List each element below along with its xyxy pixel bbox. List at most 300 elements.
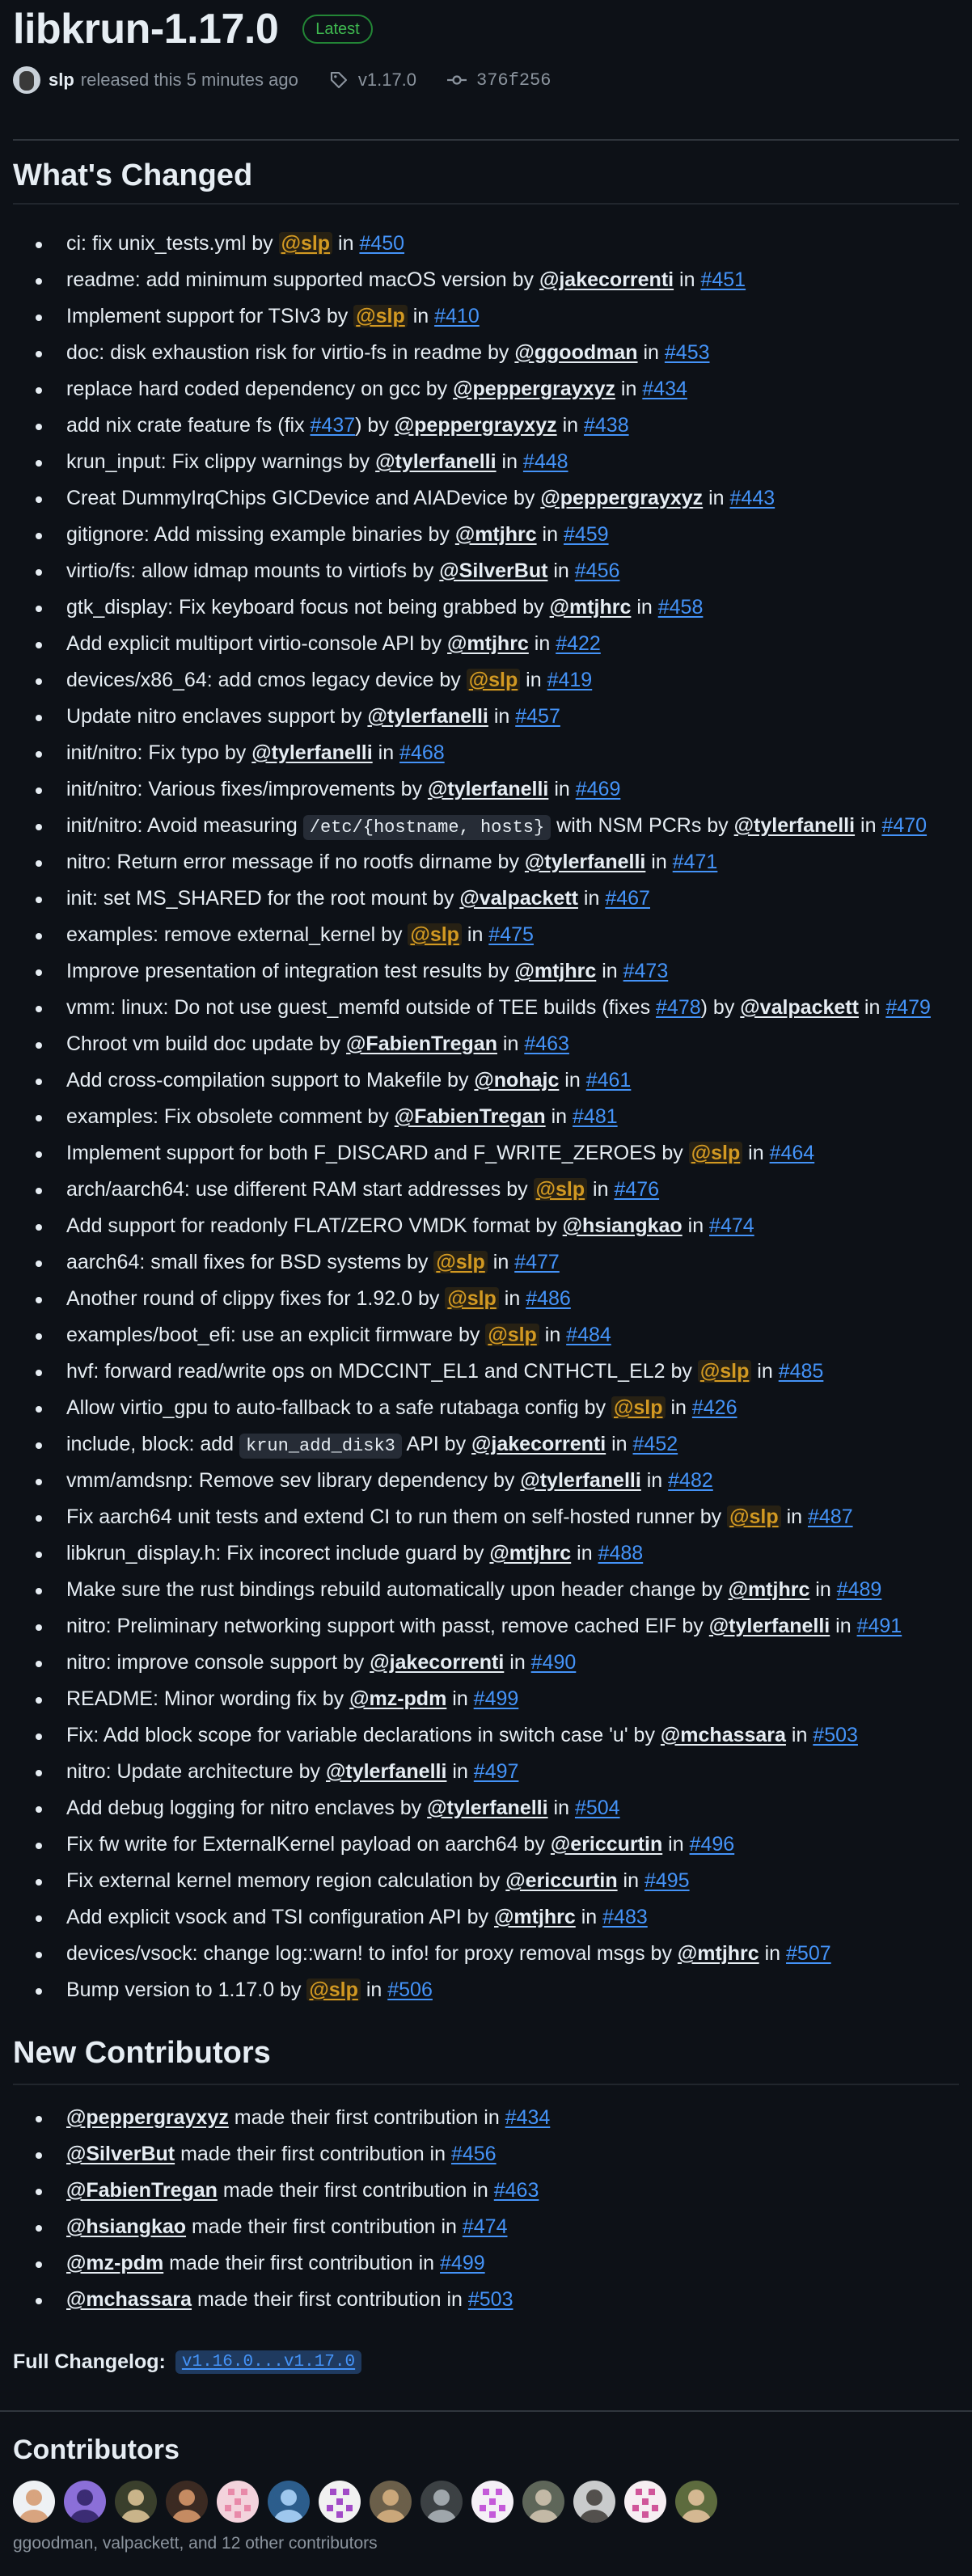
user-mention-link[interactable]: @slp xyxy=(433,1251,488,1273)
list-item xyxy=(66,335,959,371)
list-item xyxy=(66,2136,959,2173)
list-item xyxy=(66,1608,959,1645)
contributor-avatar-identicon[interactable] xyxy=(319,2481,361,2523)
user-mention-link[interactable]: @tylerfanelli xyxy=(251,741,373,764)
contributor-avatar-avatar-photo[interactable] xyxy=(64,2481,106,2523)
list-item xyxy=(66,1499,959,1535)
pull-request-link[interactable]: #491 xyxy=(856,1615,902,1637)
contributor-avatars xyxy=(13,2481,959,2523)
user-mention-link[interactable]: @slp xyxy=(727,1505,781,1528)
list-item xyxy=(66,1717,959,1754)
list-item xyxy=(66,1790,959,1826)
author-avatar[interactable] xyxy=(13,66,40,94)
item-text: in xyxy=(662,1833,690,1856)
user-mention-link[interactable]: @slp xyxy=(698,1360,752,1383)
user-mention-link[interactable]: @peppergrayxyz xyxy=(394,414,557,437)
list-item xyxy=(66,662,959,699)
item-text: krun_input: Fix clippy warnings by xyxy=(66,450,376,473)
commit-sha: 376f256 xyxy=(476,70,552,91)
pull-request-link[interactable]: #504 xyxy=(574,1797,620,1819)
item-text: include, block: add xyxy=(66,1433,240,1455)
user-mention-link[interactable]: @mtjhrc xyxy=(514,960,597,982)
pull-request-link[interactable]: #485 xyxy=(778,1360,824,1383)
list-item xyxy=(66,226,959,262)
user-mention-link[interactable]: @valpackett xyxy=(740,996,859,1019)
list-item xyxy=(66,1135,959,1172)
contributor-avatar-avatar-photo[interactable] xyxy=(268,2481,310,2523)
list-item xyxy=(66,626,959,662)
item-text: in xyxy=(606,1433,633,1455)
pull-request-link[interactable]: #467 xyxy=(605,887,650,910)
list-item xyxy=(66,1535,959,1572)
item-text: Implement support for both F_DISCARD and F_WRITE_ZEROES by xyxy=(66,1142,689,1164)
list-item xyxy=(66,2173,959,2209)
pull-request-link[interactable]: #490 xyxy=(530,1651,577,1674)
user-mention-link[interactable]: @tylerfanelli xyxy=(524,851,646,873)
new-contributors-list xyxy=(13,2100,959,2318)
item-text: in xyxy=(640,1469,669,1492)
item-text: devices/vsock: change log::warn! to info! for proxy removal msgs by xyxy=(66,1942,678,1965)
item-text: in xyxy=(858,996,886,1019)
item-text: init/nitro: Avoid measuring xyxy=(66,814,303,837)
pull-request-link[interactable]: #469 xyxy=(575,778,621,800)
contributor-avatar-avatar-photo[interactable] xyxy=(166,2481,208,2523)
pull-request-link[interactable]: #482 xyxy=(668,1469,713,1492)
list-item xyxy=(66,990,959,1026)
list-item xyxy=(66,2209,959,2245)
list-item xyxy=(66,771,959,808)
list-item xyxy=(66,808,959,844)
contributor-avatar-avatar-photo[interactable] xyxy=(13,2481,55,2523)
list-item xyxy=(66,880,959,917)
pull-request-link[interactable]: #503 xyxy=(813,1724,858,1746)
pull-request-link[interactable]: #463 xyxy=(493,2179,539,2202)
item-text: Add support for readonly FLAT/ZERO VMDK format by xyxy=(66,1214,563,1237)
commit-icon xyxy=(447,70,467,90)
pull-request-link[interactable]: #468 xyxy=(399,741,445,764)
item-text: in xyxy=(461,923,489,946)
pull-request-link[interactable]: #495 xyxy=(644,1869,690,1892)
user-mention-link[interactable]: @peppergrayxyz xyxy=(66,2106,229,2129)
pull-request-link[interactable]: #479 xyxy=(885,996,931,1019)
item-text: made their first contribution in xyxy=(175,2143,451,2165)
item-text: arch/aarch64: use different RAM start addresses by xyxy=(66,1178,534,1201)
pull-request-link[interactable]: #459 xyxy=(563,523,609,546)
item-text: in xyxy=(830,1615,857,1637)
pull-request-link[interactable]: #410 xyxy=(434,305,480,327)
user-mention-link[interactable]: @ericcurtin xyxy=(550,1833,663,1856)
user-mention-link[interactable]: @tylerfanelli xyxy=(733,814,856,837)
list-item xyxy=(66,1972,959,2008)
item-text: in xyxy=(559,1069,586,1092)
item-text: in xyxy=(497,1033,525,1055)
user-mention-link[interactable]: @slp xyxy=(611,1396,666,1419)
whats-changed-heading-wrap xyxy=(13,141,959,205)
pull-request-link[interactable]: #456 xyxy=(574,560,620,582)
whats-changed-heading: What's Changed xyxy=(13,158,253,192)
list-item xyxy=(66,1208,959,1244)
full-changelog xyxy=(13,2346,959,2378)
list-item xyxy=(66,953,959,990)
item-text: aarch64: small fixes for BSD systems by xyxy=(66,1251,434,1273)
user-mention-link[interactable]: @mz-pdm xyxy=(66,2252,164,2274)
user-mention-link[interactable]: @slp xyxy=(467,669,521,691)
item-text: Fix aarch64 unit tests and extend CI to run them on self-hosted runner by xyxy=(66,1505,728,1528)
item-text: in xyxy=(615,378,643,400)
item-text: virtio/fs: allow idmap mounts to virtiofs by xyxy=(66,560,440,582)
contributor-avatar-avatar-photo[interactable] xyxy=(522,2481,564,2523)
pull-request-link[interactable]: #483 xyxy=(602,1906,648,1928)
item-text: gitignore: Add missing example binaries by xyxy=(66,523,455,546)
pull-request-link[interactable]: #474 xyxy=(462,2215,508,2238)
pull-request-link[interactable]: #422 xyxy=(556,632,601,655)
user-mention-link[interactable]: @FabienTregan xyxy=(66,2179,218,2202)
item-text: vmm: linux: Do not use guest_memfd outside of TEE builds (fixes xyxy=(66,996,657,1019)
pull-request-link[interactable]: #506 xyxy=(387,1978,433,2001)
item-text: init/nitro: Fix typo by xyxy=(66,741,252,764)
release-title[interactable]: libkrun-1.17.0 xyxy=(13,6,279,53)
user-mention-link[interactable]: @mtjhrc xyxy=(447,632,529,655)
item-text: in xyxy=(596,960,623,982)
user-mention-link[interactable]: @FabienTregan xyxy=(394,1105,546,1128)
list-item xyxy=(66,262,959,298)
pull-request-link[interactable]: #507 xyxy=(786,1942,831,1965)
item-text: vmm/amdsnp: Remove sev library dependency by xyxy=(66,1469,521,1492)
list-item xyxy=(66,589,959,626)
tag-icon xyxy=(329,70,349,90)
user-mention-link[interactable]: @mchassara xyxy=(66,2288,192,2311)
item-text: nitro: improve console support by xyxy=(66,1651,370,1674)
item-text: Allow virtio_gpu to auto-fallback to a safe rutabaga config by xyxy=(66,1396,612,1419)
user-mention-link[interactable]: @slp xyxy=(689,1142,743,1164)
item-text: in xyxy=(759,1942,787,1965)
item-text: ci: fix unix_tests.yml by xyxy=(66,232,279,255)
user-mention-link[interactable]: @tylerfanelli xyxy=(427,778,549,800)
user-mention-link[interactable]: @ggoodman xyxy=(514,341,638,364)
pull-request-link[interactable]: #499 xyxy=(473,1687,519,1710)
pull-request-link[interactable]: #474 xyxy=(709,1214,754,1237)
item-text: in xyxy=(545,1105,573,1128)
list-item xyxy=(66,1390,959,1426)
item-text: in xyxy=(577,887,606,910)
item-text: ) by xyxy=(355,414,395,437)
pull-request-link[interactable]: #476 xyxy=(614,1178,660,1201)
item-text: in xyxy=(575,1906,603,1928)
item-text: in xyxy=(631,596,658,619)
user-mention-link[interactable]: @SilverBut xyxy=(66,2143,175,2165)
pull-request-link[interactable]: #419 xyxy=(547,669,593,691)
pull-request-link[interactable]: #488 xyxy=(598,1542,644,1565)
list-item xyxy=(66,408,959,444)
item-text: Another round of clippy fixes for 1.92.0 by xyxy=(66,1287,446,1310)
user-mention-link[interactable]: @mtjhrc xyxy=(454,523,537,546)
list-item xyxy=(66,298,959,335)
list-item xyxy=(66,1863,959,1899)
pull-request-link[interactable]: #486 xyxy=(526,1287,571,1310)
user-mention-link[interactable]: @ericcurtin xyxy=(505,1869,618,1892)
item-text: nitro: Update architecture by xyxy=(66,1760,326,1783)
item-text: made their first contribution in xyxy=(228,2106,505,2129)
item-text: in xyxy=(528,632,556,655)
user-mention-link[interactable]: @slp xyxy=(534,1178,588,1201)
contributor-avatar-avatar-photo[interactable] xyxy=(370,2481,412,2523)
item-text: in xyxy=(703,487,730,509)
item-text: in xyxy=(617,1869,644,1892)
user-mention-link[interactable]: @hsiangkao xyxy=(562,1214,683,1237)
contributor-avatar-identicon[interactable] xyxy=(624,2481,666,2523)
item-text: init: set MS_SHARED for the root mount by xyxy=(66,887,460,910)
user-mention-link[interactable]: @jakecorrenti xyxy=(370,1651,505,1674)
item-text: in xyxy=(332,232,360,255)
pull-request-link[interactable]: #458 xyxy=(657,596,704,619)
pull-request-link[interactable]: #471 xyxy=(672,851,718,873)
user-mention-link[interactable]: @jakecorrenti xyxy=(471,1433,606,1455)
pull-request-link[interactable]: #496 xyxy=(689,1833,735,1856)
item-text: Fix fw write for ExternalKernel payload on aarch64 by xyxy=(66,1833,551,1856)
pull-request-link[interactable]: #473 xyxy=(623,960,669,982)
list-item xyxy=(66,1754,959,1790)
pull-request-link[interactable]: #475 xyxy=(488,923,534,946)
user-mention-link[interactable]: @mtjhrc xyxy=(489,1542,572,1565)
list-item xyxy=(66,1099,959,1135)
user-mention-link[interactable]: @mchassara xyxy=(660,1724,786,1746)
new-contributors-heading: New Contributors xyxy=(13,2036,271,2070)
item-text: doc: disk exhaustion risk for virtio-fs in readme by xyxy=(66,341,515,364)
user-mention-link[interactable]: @slp xyxy=(485,1324,539,1346)
pull-request-link[interactable]: #499 xyxy=(440,2252,485,2274)
list-item xyxy=(66,1281,959,1317)
pull-request-link[interactable]: #457 xyxy=(515,705,560,728)
release-meta xyxy=(13,61,959,99)
item-text: in xyxy=(587,1178,615,1201)
item-text: Fix: Add block scope for variable declarations in switch case 'u' by xyxy=(66,1724,661,1746)
user-mention-link[interactable]: @slp xyxy=(306,1978,361,2001)
list-item xyxy=(66,1353,959,1390)
pull-request-link[interactable]: #450 xyxy=(359,232,405,255)
item-text: in xyxy=(571,1542,598,1565)
item-text: in xyxy=(539,1324,567,1346)
item-text: nitro: Return error message if no rootfs dirname by xyxy=(66,851,525,873)
user-mention-link[interactable]: @mtjhrc xyxy=(549,596,632,619)
list-item xyxy=(66,480,959,517)
pull-request-link[interactable]: #464 xyxy=(769,1142,815,1164)
contributor-avatar-avatar-photo[interactable] xyxy=(675,2481,717,2523)
item-text: in xyxy=(645,851,673,873)
user-mention-link[interactable]: @slp xyxy=(408,923,462,946)
pull-request-link[interactable]: #478 xyxy=(656,996,701,1019)
latest-badge: Latest xyxy=(302,15,372,44)
item-text: API by xyxy=(401,1433,472,1455)
item-text: in xyxy=(785,1724,814,1746)
item-text: README: Minor wording fix by xyxy=(66,1687,350,1710)
user-mention-link[interactable]: @peppergrayxyz xyxy=(540,487,704,509)
item-text: Fix external kernel memory region calculation by xyxy=(66,1869,506,1892)
user-mention-link[interactable]: @slp xyxy=(353,305,408,327)
contributor-avatar-avatar-photo[interactable] xyxy=(420,2481,463,2523)
item-text: in xyxy=(742,1142,770,1164)
item-text: in xyxy=(496,450,523,473)
pull-request-link[interactable]: #481 xyxy=(573,1105,618,1128)
user-mention-link[interactable]: @peppergrayxyz xyxy=(453,378,615,400)
user-mention-link[interactable]: @tylerfanelli xyxy=(427,1797,548,1819)
user-mention-link[interactable]: @mtjhrc xyxy=(677,1942,759,1965)
user-mention-link[interactable]: @slp xyxy=(445,1287,499,1310)
list-item xyxy=(66,1062,959,1099)
user-mention-link[interactable]: @slp xyxy=(279,232,333,255)
user-mention-link[interactable]: @tylerfanelli xyxy=(326,1760,447,1783)
item-text: Update nitro enclaves support by xyxy=(66,705,368,728)
item-text: gtk_display: Fix keyboard focus not being grabbed by xyxy=(66,596,550,619)
item-text: made their first contribution in xyxy=(192,2288,468,2311)
item-text: in xyxy=(446,1760,474,1783)
item-text: Add debug logging for nitro enclaves by xyxy=(66,1797,428,1819)
contributor-avatar-identicon[interactable] xyxy=(471,2481,513,2523)
item-text: in xyxy=(504,1651,531,1674)
user-mention-link[interactable]: @nohajc xyxy=(474,1069,560,1092)
item-text: in xyxy=(547,560,575,582)
user-mention-link[interactable]: @mtjhrc xyxy=(728,1578,810,1601)
tag-link[interactable] xyxy=(329,70,416,91)
item-text: in xyxy=(682,1214,710,1237)
item-text: examples/boot_efi: use an explicit firmware by xyxy=(66,1324,486,1346)
item-text: in xyxy=(520,669,547,691)
whats-changed-list xyxy=(13,226,959,2008)
pull-request-link[interactable]: #426 xyxy=(691,1396,737,1419)
user-mention-link[interactable]: @tylerfanelli xyxy=(375,450,497,473)
list-item xyxy=(66,2282,959,2318)
item-text: in xyxy=(488,705,516,728)
contributor-avatar-avatar-photo[interactable] xyxy=(115,2481,157,2523)
pull-request-link[interactable]: #437 xyxy=(310,414,356,437)
tag-label: v1.17.0 xyxy=(357,70,417,90)
item-text: in xyxy=(674,268,701,291)
full-changelog-link[interactable]: v1.16.0...v1.17.0 xyxy=(175,2350,361,2374)
item-text: Creat DummyIrqChips GICDevice and AIADevice by xyxy=(66,487,541,509)
item-text: in xyxy=(498,1287,526,1310)
list-item xyxy=(66,1681,959,1717)
user-mention-link[interactable]: @SilverBut xyxy=(439,560,548,582)
contributors-section xyxy=(0,2412,972,2553)
list-item xyxy=(66,1572,959,1608)
item-text: Implement support for TSIv3 by xyxy=(66,305,354,327)
full-changelog-label: Full Changelog: xyxy=(13,2350,166,2373)
list-item xyxy=(66,517,959,553)
item-text: hvf: forward read/write ops on MDCCINT_EL1 and CNTHCTL_EL2 by xyxy=(66,1360,698,1383)
list-item xyxy=(66,1645,959,1681)
pull-request-link[interactable]: #497 xyxy=(473,1760,519,1783)
inline-code: krun_add_disk3 xyxy=(239,1434,402,1459)
item-text: Improve presentation of integration test results by xyxy=(66,960,515,982)
pull-request-link[interactable]: #461 xyxy=(585,1069,632,1092)
user-mention-link[interactable]: @tylerfanelli xyxy=(367,705,488,728)
pull-request-link[interactable]: #451 xyxy=(700,268,746,291)
item-text: in xyxy=(556,414,584,437)
item-text: in xyxy=(372,741,400,764)
list-item xyxy=(66,1317,959,1353)
contributors-summary: ggoodman, valpackett, and 12 other contributors xyxy=(13,2534,378,2553)
item-text: in xyxy=(407,305,435,327)
user-mention-link[interactable]: @valpackett xyxy=(459,887,578,910)
item-text: made their first contribution in xyxy=(163,2252,441,2274)
commit-link[interactable] xyxy=(447,70,551,91)
item-text: in xyxy=(548,778,576,800)
item-text: libkrun_display.h: Fix incorect include guard by xyxy=(66,1542,490,1565)
item-text: in xyxy=(809,1578,837,1601)
pull-request-link[interactable]: #434 xyxy=(642,378,687,400)
pull-request-link[interactable]: #477 xyxy=(514,1251,560,1273)
item-text: in xyxy=(536,523,564,546)
item-text: replace hard coded dependency on gcc by xyxy=(66,378,454,400)
release-header xyxy=(13,0,959,61)
item-text: in xyxy=(487,1251,515,1273)
pull-request-link[interactable]: #443 xyxy=(729,487,775,509)
contributor-avatar-avatar-photo[interactable] xyxy=(573,2481,615,2523)
pull-request-link[interactable]: #484 xyxy=(566,1324,611,1346)
user-mention-link[interactable]: @FabienTregan xyxy=(346,1033,497,1055)
pull-request-link[interactable]: #434 xyxy=(505,2106,551,2129)
item-text: in xyxy=(780,1505,808,1528)
pull-request-link[interactable]: #489 xyxy=(836,1578,882,1601)
contributor-avatar-identicon[interactable] xyxy=(217,2481,259,2523)
list-item xyxy=(66,1463,959,1499)
item-text: examples: remove external_kernel by xyxy=(66,923,408,946)
pull-request-link[interactable]: #487 xyxy=(807,1505,853,1528)
list-item xyxy=(66,444,959,480)
item-text: Add explicit vsock and TSI configuration API by xyxy=(66,1906,494,1928)
pull-request-link[interactable]: #438 xyxy=(583,414,629,437)
pull-request-link[interactable]: #463 xyxy=(524,1033,569,1055)
list-item xyxy=(66,1899,959,1936)
released-text: released this 5 minutes ago xyxy=(80,70,298,90)
pull-request-link[interactable]: #456 xyxy=(450,2143,497,2165)
item-text: devices/x86_64: add cmos legacy device by xyxy=(66,669,467,691)
list-item xyxy=(66,2100,959,2136)
item-text: in xyxy=(446,1687,474,1710)
pull-request-link[interactable]: #470 xyxy=(881,814,928,837)
item-text: in xyxy=(637,341,665,364)
pull-request-link[interactable]: #503 xyxy=(467,2288,513,2311)
item-text: Add explicit multiport virtio-console API by xyxy=(66,632,448,655)
list-item xyxy=(66,917,959,953)
item-text: ) by xyxy=(700,996,741,1019)
list-item xyxy=(66,1936,959,1972)
item-text: made their first contribution in xyxy=(186,2215,463,2238)
inline-code: /etc/{hostname, hosts} xyxy=(303,815,551,840)
user-mention-link[interactable]: @mz-pdm xyxy=(349,1687,447,1710)
pull-request-link[interactable]: #452 xyxy=(632,1433,678,1455)
list-item xyxy=(66,844,959,880)
item-text: Add cross-compilation support to Makefile by xyxy=(66,1069,475,1092)
item-text: add nix crate feature fs (fix xyxy=(66,414,311,437)
user-mention-link[interactable]: @tylerfanelli xyxy=(708,1615,830,1637)
list-item xyxy=(66,1426,959,1463)
user-mention-link[interactable]: @hsiangkao xyxy=(66,2215,187,2238)
list-item xyxy=(66,2245,959,2282)
item-text: in xyxy=(360,1978,388,2001)
item-text: Bump version to 1.17.0 by xyxy=(66,1978,307,2001)
user-mention-link[interactable]: @jakecorrenti xyxy=(539,268,674,291)
list-item xyxy=(66,1172,959,1208)
contributors-heading: Contributors xyxy=(13,2435,180,2465)
user-mention-link[interactable]: @tylerfanelli xyxy=(520,1469,641,1492)
list-item xyxy=(66,699,959,735)
pull-request-link[interactable]: #453 xyxy=(664,341,710,364)
item-text: Chroot vm build doc update by xyxy=(66,1033,347,1055)
item-text: init/nitro: Various fixes/improvements by xyxy=(66,778,428,800)
pull-request-link[interactable]: #448 xyxy=(522,450,568,473)
author-link[interactable]: slp xyxy=(49,70,74,90)
user-mention-link[interactable]: @mtjhrc xyxy=(494,1906,576,1928)
